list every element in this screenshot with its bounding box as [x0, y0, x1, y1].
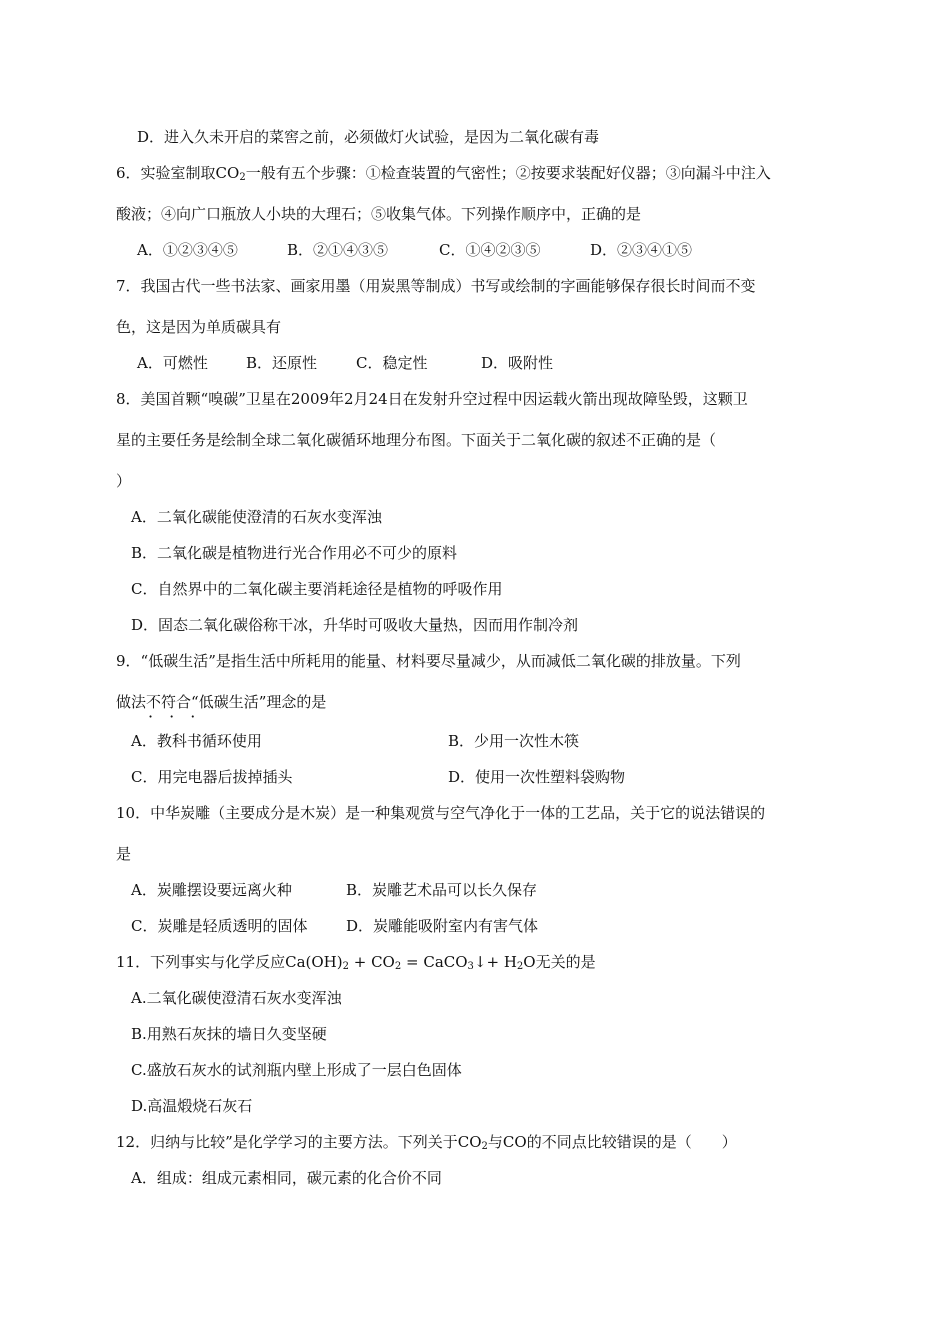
- q9-emphasis: 不符合 · · ·: [146, 693, 191, 711]
- q6-stem-line2: 酸液；④向广口瓶放人小块的大理石；⑤收集气体。下列操作顺序中，正确的是: [116, 205, 642, 223]
- q10-option-a: A．炭雕摆设要远离火种: [131, 881, 292, 899]
- q11-option-b: B.用熟石灰抹的墙日久变坚硬: [131, 1025, 327, 1043]
- q9-option-c: C．用完电器后拔掉插头: [131, 768, 293, 786]
- q6-option-d: D．②③④①⑤: [590, 241, 693, 259]
- q10-stem-line1: 10．中华炭雕（主要成分是木炭）是一种集观赏与空气净化于一体的工艺品，关于它的说法错误的: [116, 804, 766, 822]
- subscript: 2: [342, 961, 349, 972]
- q6-option-b: B．②①④③⑤: [287, 241, 389, 259]
- q8-stem-line3: ）: [116, 472, 132, 490]
- q11-option-c: C.盛放石灰水的试剂瓶内壁上形成了一层白色固体: [131, 1061, 462, 1079]
- q12-option-a: A．组成：组成元素相同，碳元素的化合价不同: [131, 1169, 442, 1187]
- q11-stem-part: = CaCO: [401, 953, 468, 971]
- q9-option-a: A．教科书循环使用: [131, 732, 262, 750]
- subscript: 2: [239, 172, 246, 183]
- q9-stem-line1: 9．“低碳生活”是指生活中所耗用的能量、材料要尽量减少，从而减低二氧化碳的排放量。下列: [116, 652, 741, 670]
- subscript: 3: [467, 961, 474, 972]
- q8-stem-line2: 星的主要任务是绘制全球二氧化碳循环地理分布图。下面关于二氧化碳的叙述不正确的是（: [116, 431, 717, 449]
- q11-stem-part: ↓+ H: [473, 953, 517, 971]
- q10-stem-line2: 是: [116, 845, 132, 863]
- q7-stem-line2: 色，这是因为单质碳具有: [116, 318, 282, 336]
- q8-option-b: B．二氧化碳是植物进行光合作用必不可少的原料: [131, 544, 458, 562]
- q7-option-d: D．吸附性: [481, 354, 554, 372]
- q9-option-d: D．使用一次性塑料袋购物: [448, 768, 626, 786]
- q10-option-d: D．炭雕能吸附室内有害气体: [346, 917, 539, 935]
- subscript: 2: [516, 961, 524, 972]
- q11-option-d: D.高温煅烧石灰石: [131, 1097, 253, 1115]
- q9-stem-part: 做法: [116, 693, 147, 711]
- q12-stem: [116, 1132, 737, 1152]
- q8-stem-line1: 8．美国首颗“嗅碳”卫星在2009年2月24日在发射升空过程中因运载火箭出现故障坠毁，这颗卫: [116, 390, 748, 408]
- q8-option-d: D．固态二氧化碳俗称干冰，升华时可吸收大量热，因而用作制冷剂: [131, 616, 579, 634]
- q8-option-a: A．二氧化碳能使澄清的石灰水变浑浊: [131, 508, 382, 526]
- q9-stem-line2: [116, 692, 326, 712]
- q6-stem-line1: [116, 163, 771, 183]
- q7-option-c: C．稳定性: [356, 354, 428, 372]
- q7-stem-line1: 7．我国古代一些书法家、画家用墨（用炭黑等制成）书写或绘制的字画能够保存很长时间而不变: [116, 277, 756, 295]
- q10-option-b: B．炭雕艺术品可以长久保存: [346, 881, 538, 899]
- q6-option-c: C．①④②③⑤: [439, 241, 541, 259]
- q7-option-a: A．可燃性: [137, 354, 208, 372]
- q11-stem: [116, 952, 596, 972]
- q11-option-a: A.二氧化碳使澄清石灰水变浑浊: [131, 989, 342, 1007]
- subscript: 2: [394, 961, 402, 972]
- q7-option-b: B．还原性: [246, 354, 318, 372]
- q6-stem-part: 一般有五个步骤：①检查装置的气密性；②按要求装配好仪器；③向漏斗中注入: [245, 164, 771, 182]
- q5-option-d: D．进入久未开启的菜窖之前，必须做灯火试验，是因为二氧化碳有毒: [137, 128, 600, 146]
- q8-option-c: C．自然界中的二氧化碳主要消耗途径是植物的呼吸作用: [131, 580, 503, 598]
- q11-stem-part: O无关的是: [523, 953, 596, 971]
- q9-stem-part: “低碳生活”理念的是: [191, 693, 327, 711]
- q12-stem-part: 与CO的不同点比较错误的是（ ）: [487, 1133, 737, 1151]
- q9-option-b: B．少用一次性木筷: [448, 732, 580, 750]
- q12-stem-part: 12．归纳与比较”是化学学习的主要方法。下列关于CO: [116, 1133, 482, 1151]
- subscript: 2: [481, 1141, 488, 1152]
- q6-option-a: A．①②③④⑤: [137, 241, 238, 259]
- q11-stem-part: 11．下列事实与化学反应Ca(OH): [116, 953, 343, 971]
- q10-option-c: C．炭雕是轻质透明的固体: [131, 917, 308, 935]
- q11-stem-part: + CO: [348, 953, 395, 971]
- q6-stem-part: 6．实验室制取CO: [116, 164, 240, 182]
